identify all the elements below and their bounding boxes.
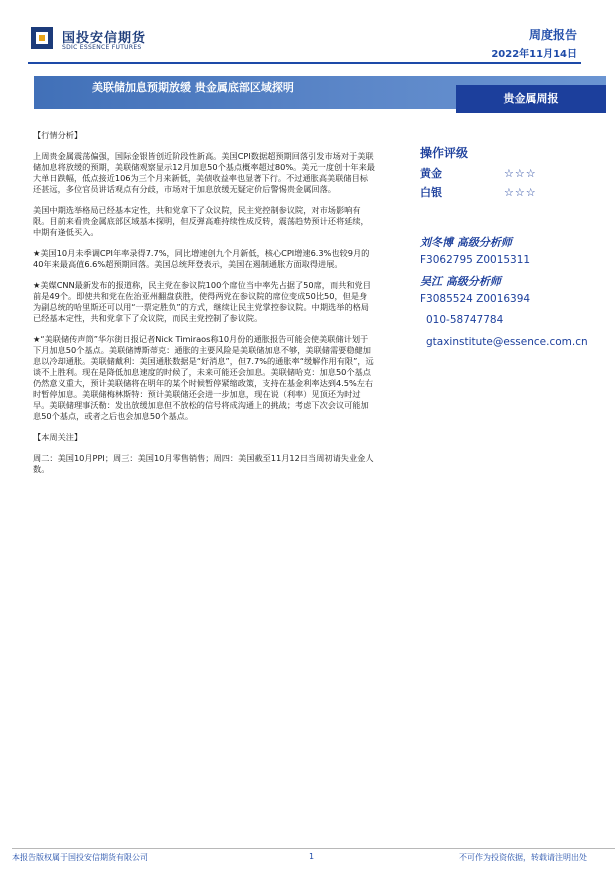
paragraph: 周二：美国10月PPI；周三：美国10月零售销售；周四：美国截至11月12日当周初请失业金人数。 bbox=[33, 453, 374, 474]
report-date: 2022年11月14日 bbox=[491, 49, 577, 60]
section-title-analysis: 【行情分析】 bbox=[33, 130, 83, 140]
bullet-item: ★美国10月未季调CPI年率录得7.7%，同比增速创九个月新低，核心CPI增速6.3%也较9月的40年来最高值6.6%超预期回落。美国总统拜登表示，美国在遏制通胀方面取得进展。 bbox=[33, 248, 370, 269]
bullet-item: ★美媒CNN最新发布的报道称，民主党在参议院100个席位当中率先占据了50席，而共和党目前是49个。即使共和党在佐治亚州翻盘获胜，使得两党在参议院的席位变成50比50，但是身为副总统的哈里斯还可以用“一票定胜负”的方式，继续让民主党掌控参议院。中期选举的格局已经基本定性，共和党拿下了众议院，而民主党控制了参议院。 bbox=[33, 280, 371, 323]
analyst-cert: F3085524 Z0016394 bbox=[420, 293, 531, 305]
section-title-watchlist: 【本周关注】 bbox=[33, 432, 83, 442]
report-title: 美联储加息预期放缓 贵金属底部区域探明 bbox=[92, 81, 294, 94]
rating-label: 黄金 bbox=[420, 167, 442, 180]
company-logo-icon bbox=[31, 27, 53, 49]
disclaimer: 不可作为投资依据，转载请注明出处 bbox=[459, 853, 587, 862]
analyst-name: 刘冬博 高级分析师 bbox=[420, 236, 512, 249]
star-rating-icon: ☆☆☆ bbox=[504, 186, 537, 199]
report-body bbox=[33, 130, 375, 485]
rating-label: 白银 bbox=[420, 186, 442, 199]
phone-number: 010-58747784 bbox=[426, 314, 504, 326]
page-number: 1 bbox=[309, 852, 315, 861]
rating-row-gold bbox=[420, 165, 537, 181]
company-name: 国投安信期货 bbox=[62, 31, 147, 46]
copyright-notice: 本报告版权属于国投安信期货有限公司 bbox=[12, 853, 148, 862]
email-address[interactable]: gtaxinstitute@essence.com.cn bbox=[426, 336, 588, 348]
rating-row-silver bbox=[420, 184, 537, 200]
bullet-item: ★“美联储传声筒”华尔街日报记者Nick Timiraos称10月份的通胀报告可能会使美联储计划于下月加息50个基点。美联储博斯蒂克：通胀的主要风险是美联储加息不够，美联储需要稳健加息以冷却通胀。美联储戴利：美国通胀数据是“好消息”，但7.7%的通胀率“缓解作用有限”，远谈不上胜利。现在是降低加息速度的时候了，未来可能还会加息。美联储哈克：加息50个基点仍然意义重大，预计美联储将在明年的某个时候暂停紧缩政策，支持在基金利率达到4.5%左右时暂停加息。美联储梅林斯特：预计美联储还会进一步加息，现在说（利率）见顶还为时过早。美联储理事沃勒：发出放缓加息但不放松的信号将成沟通上的挑战；考虑下次会议可能加息50个基点，或者之后也会加息50个基点。 bbox=[33, 334, 374, 421]
analyst-cert: F3062795 Z0015311 bbox=[420, 254, 531, 266]
header-divider bbox=[28, 62, 581, 64]
rating-title: 操作评级 bbox=[420, 146, 469, 160]
star-rating-icon: ☆☆☆ bbox=[504, 167, 537, 180]
report-category-tag: 贵金属周报 bbox=[456, 85, 606, 113]
company-name-en: SDIC ESSENCE FUTURES bbox=[62, 44, 142, 51]
paragraph: 上周贵金属震荡偏强，国际金银皆创近阶段性新高。美国CPI数据超预期回落引发市场对于美联储加息将放缓的预期，美联储观察显示12月加息50个基点概率超过80%。美元一度创十年来最大单日跌幅，低点接近106为三个月来新低，美债收益率也显著下行。不过通胀高美联储目标还甚远，多位官员讲话观点有分歧，市场对于加息放缓无疑定价后警惕贵金属回落。 bbox=[33, 151, 375, 194]
paragraph: 美国中期选举格局已经基本定性，共和党拿下了众议院，民主党控制参议院，对市场影响有限。目前来看贵金属底部区域基本探明，但反弹高难持续性成反转，震荡趋势预计还将延续，中期有逢低买入。 bbox=[33, 205, 369, 237]
footer-divider bbox=[12, 848, 615, 849]
report-type: 周度报告 bbox=[528, 28, 577, 42]
analyst-name: 吴江 高级分析师 bbox=[420, 275, 501, 288]
